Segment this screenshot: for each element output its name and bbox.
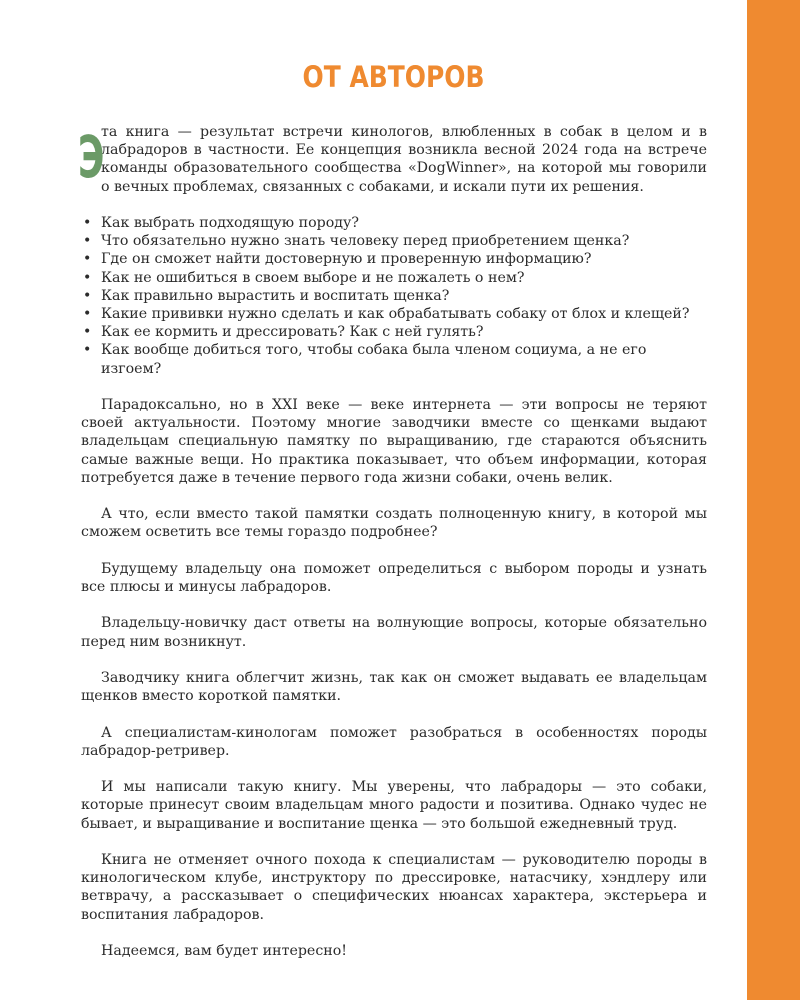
paragraph: Парадоксально, но в XXI веке — веке интернета — эти вопросы не теряют своей актуальности. Поэтому многие заводчики вместе со щенками выдают владельцам специальную памятку по выращиванию, где стараются объяснить самые важные вещи. Но практика показывает, что объем информации, которая потребуется даже в течение первого года жизни собаки, очень велик. (81, 397, 707, 486)
list-item: • Как вообще добиться того, чтобы собака была членом социума, а не его изгоем? (81, 341, 707, 377)
page-title: ОТ АВТОРОВ (302, 60, 485, 94)
paragraph: Книга не отменяет очного похода к специалистам — руководителю породы в кинологическом клубе, инструктору по дрессировке, натасчику, хэндлеру или ветврачу, а рассказывает о специфических нюансах характера, экстерьера и воспитания лабрадоров. (81, 851, 707, 923)
paragraph: Владельцу-новичку даст ответы на волнующие вопросы, которые обязательно перед ним возникнут. (81, 615, 707, 650)
intro-text: та книга — результат встречи кинологов, влюбленных в собак в целом и в лабрадоров в частности. Ее концепция возникла весной 2024 года на встрече команды образовательного сообщества «DogWinner», на которой мы говорили о вечных проблемах, связанных с собаками, и искали пути их решения. (101, 124, 707, 195)
intro-paragraph (78, 123, 707, 196)
paragraph: Будущему владельцу она поможет определиться с выбором породы и узнать все плюсы и минусы лабрадоров. (81, 560, 707, 596)
list-item: • Какие прививки нужно сделать и как обрабатывать собаку от блох и клещей? (81, 305, 707, 323)
question-list (81, 214, 707, 378)
orange-side-band (747, 0, 800, 1000)
list-item: • Как правильно вырастить и воспитать щенка? (81, 287, 707, 305)
document-body (78, 123, 707, 978)
paragraph: И мы написали такую книгу. Мы уверены, что лабрадоры — это собаки, которые принесут своим владельцам много радости и позитива. Однако чудес не бывает, и выращивание и воспитание щенка — это большой ежедневный труд. (81, 779, 707, 832)
closing-paragraph: Надеемся, вам будет интересно! (101, 942, 347, 959)
list-item: • Что обязательно нужно знать человеку перед приобретением щенка? (81, 232, 707, 250)
list-item: • Как ее кормить и дрессировать? Как с ней гулять? (81, 323, 707, 341)
list-item: • Как выбрать подходящую породу? (81, 214, 707, 232)
paragraph: Заводчику книга облегчит жизнь, так как он сможет выдавать ее владельцам щенков вместо короткой памятки. (81, 670, 707, 705)
drop-cap: Э (78, 123, 105, 191)
paragraph: А специалистам-кинологам поможет разобраться в особенностях породы лабрадор-ретривер. (81, 724, 707, 759)
list-item: • Где он сможет найти достоверную и проверенную информацию? (81, 250, 707, 268)
list-item: • Как не ошибиться в своем выборе и не пожалеть о нем? (81, 269, 707, 287)
paragraph: А что, если вместо такой памятки создать полноценную книгу, в которой мы сможем осветить все темы гораздо подробнее? (81, 506, 707, 541)
